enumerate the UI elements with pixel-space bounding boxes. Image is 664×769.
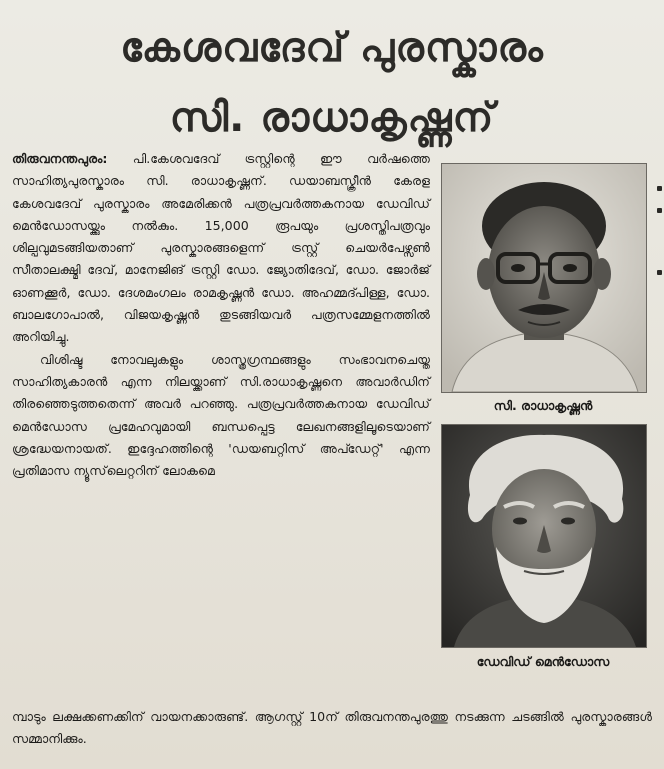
article-continuation [12, 706, 652, 751]
article-paragraph-2: വിശിഷ്ട നോവലുകളും ശാസ്ത്രഗ്രന്ഥങ്ങളും സംഭാവനചെയ്ത സാഹിത്യകാരൻ എന്ന നിലയ്ക്കാണ് സി.രാധാകൃഷ്ണനെ അവാർഡിന് തിരഞ്ഞെടുത്തതെന്ന് അവർ പറഞ്ഞു. പത്രപ്രവർത്തകനായ ഡേവിഡ് മെൻഡോസ പ്രമേഹവുമായി ബന്ധപ്പെട്ട ലേഖനങ്ങളിലൂടെയാണ് ശ്രദ്ധേയനായത്. ഇദ്ദേഹത്തിന്റെ 'ഡയബറ്റിസ് അപ്ഡേറ്റ്' എന്ന പ്രതിമാസ ന്യൂസ്‌ലെറ്ററിന് ലോകമെ [12, 351, 430, 479]
headline-line-1: കേശവദേവ് പുരസ്കാരം [120, 25, 544, 71]
article-body [12, 148, 430, 482]
portrait-1-image [442, 164, 646, 392]
dateline: തിരുവനന്തപുരം: [12, 151, 108, 166]
portrait-2-image [442, 425, 646, 647]
adjacent-column-mark [657, 208, 662, 213]
paragraph-1-text: പി.കേശവദേവ് ട്രസ്റ്റിന്റെ ഈ വർഷത്തെ സാഹിത്യപുരസ്കാരം സി. രാധാകൃഷ്ണന്. ഡയാബസ്ക്രീൻ കേരള കേശവദേവ് പുരസ്കാരം അമേരിക്കൻ പത്രപ്രവർത്തകനായ ഡേവിഡ് മെൻഡോസയ്ക്കും നൽകും. 15,000 രൂപയും പ്രശസ്തിപത്രവും ശില്പവുമടങ്ങിയതാണ് പുരസ്കാരങ്ങളെന്ന് ട്രസ്റ്റ് ചെയർപേഴ്സൺ സീതാലക്ഷ്മി ദേവ്, മാനേജിങ് ട്രസ്റ്റി ഡോ. ജ്യോതിദേവ്, ഡോ. ജോർജ് ഓണക്കൂർ, ഡോ. ദേശമംഗലം രാമകൃഷ്ണൻ ഡോ. അഹമ്മദ്പിള്ള, ഡോ. ബാലഗോപാൽ, വിജയകൃഷ്ണൻ തുടങ്ങിയവർ പത്രസമ്മേളനത്തിൽ അറിയിച്ചു. [12, 151, 430, 345]
article-paragraph-1 [12, 148, 430, 349]
adjacent-column-mark [657, 186, 662, 191]
headline-line-2: സി. രാധാകൃഷ്ണന് [169, 95, 495, 141]
adjacent-column-mark [657, 270, 662, 275]
article-paragraph-3: മ്പാടും ലക്ഷക്കണക്കിന് വായനക്കാരുണ്ട്. ആഗസ്റ്റ് 10ന് തിരുവനന്തപുരത്തു നടക്കുന്ന ചടങ്ങിൽ പുരസ്കാരങ്ങൾ സമ്മാനിക്കും. [12, 709, 652, 747]
photo-caption-radhakrishnan: സി. രാധാകൃഷ്ണൻ [493, 398, 593, 413]
photo-caption-mendosa: ഡേവിഡ് മെൻഡോസ [476, 654, 610, 669]
portrait-photo-radhakrishnan [441, 163, 647, 393]
portrait-photo-mendosa [441, 424, 647, 648]
